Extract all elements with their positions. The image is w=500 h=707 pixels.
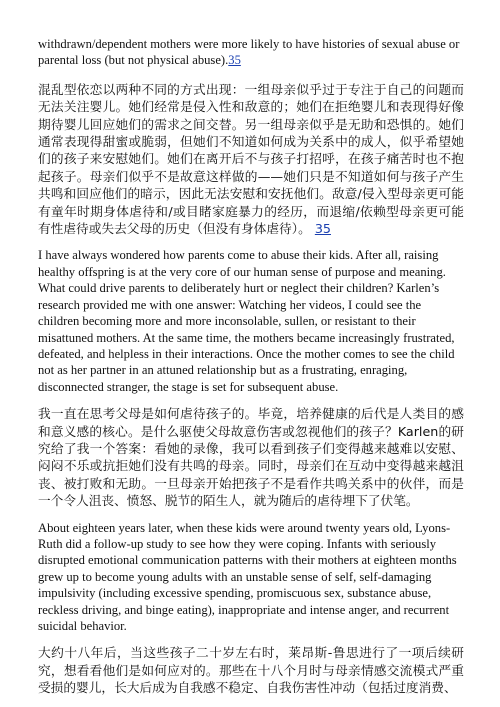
paragraph-1-text: withdrawn/dependent mothers were more likely to have histories of sexual abuse or parental loss (but not physical abuse). — [38, 37, 460, 68]
paragraph-4 — [38, 405, 464, 509]
paragraph-6-text: 大约十八年后，当这些孩子二十岁左右时，莱昂斯-鲁思进行了一项后续研究，想看看他们是如何应对的。那些在十八个月时与母亲情感交流模式严重受损的婴儿，长大后成为自我感不稳定、自我伤害性冲动（包括过度消费、 — [38, 645, 464, 696]
paragraph-3 — [38, 247, 464, 395]
paragraph-5-text: About eighteen years later, when these kids were around twenty years old, Lyons-Ruth did a follow-up study to see how they were coping. Infants with seriously disrupted emotional communication patterns with their mothers at eighteen months grew up to become young adults with an unstable sense of self, self-damaging impulsivity (including excessive spending, promiscuous sex, substance abuse, reckless driving, and binge eating), inappropriate and intense anger, and recurrent suicidal behavior. — [38, 520, 457, 633]
footnote-link-35[interactable]: 35 — [314, 221, 331, 237]
paragraph-3-text: I have always wondered how parents come to abuse their kids. After all, raising healthy offspring is at the very core of our human sense of purpose and meaning. What could drive parents to deliberately hurt or neglect their children? Karlen’s research provided me with one answer: Watching her videos, I could see the children becoming more and more inconsolable, sullen, or resistant to their misattuned mothers. At the same time, the mothers became increasingly frustrated, defeated, and helpless in their interactions. Once the mother comes to see the child not as her partner in an attuned relationship but as a frustrating, enraging, disconnected stranger, the stage is set for subsequent abuse. — [38, 248, 455, 394]
paragraph-1 — [38, 36, 464, 69]
footnote-link-35[interactable]: 35 — [228, 53, 241, 68]
paragraph-2 — [38, 81, 464, 238]
paragraph-5 — [38, 520, 464, 635]
paragraph-4-text: 我一直在思考父母是如何虐待孩子的。毕竟，培养健康的后代是人类目的感和意义感的核心。是什么驱使父母故意伤害或忽视他们的孩子？Karlen的研究给了我一个答案：看她的录像，我可以看到孩子们变得越来越难以安慰、闷闷不乐或抗拒她们没有共鸣的母亲。同时，母亲们在互动中变得越来越沮丧、被打败和无助。一旦母亲开始把孩子不是看作共鸣关系中的伙伴，而是一个令人沮丧、愤怒、脱节的陌生人，就为随后的虐待埋下了伏笔。 — [38, 406, 464, 509]
paragraph-2-text: 混乱型依恋以两种不同的方式出现：一组母亲似乎过于专注于自己的问题而无法关注婴儿。她们经常是侵入性和敌意的；她们在拒绝婴儿和表现得好像期待婴儿回应她们的需求之间交替。另一组母亲似乎是无助和恐惧的。她们通常表现得甜蜜或脆弱，但她们不知道如何成为关系中的成人，似乎希望她们的孩子来安慰她们。她们在离开后不与孩子打招呼，在孩子痛苦时也不抱起孩子。母亲们似乎不是故意这样做的——她们只是不知道如何与孩子产生共鸣和回应他们的暗示，因此无法安慰和安抚他们。敌意/侵入型母亲更可能有童年时期身体虐待和/或目睹家庭暴力的经历，而退缩/依赖型母亲更可能有性虐待或失去父母的历史（但没有身体虐待）。 — [38, 81, 464, 237]
paragraph-6 — [38, 644, 464, 696]
document-page — [38, 36, 464, 707]
